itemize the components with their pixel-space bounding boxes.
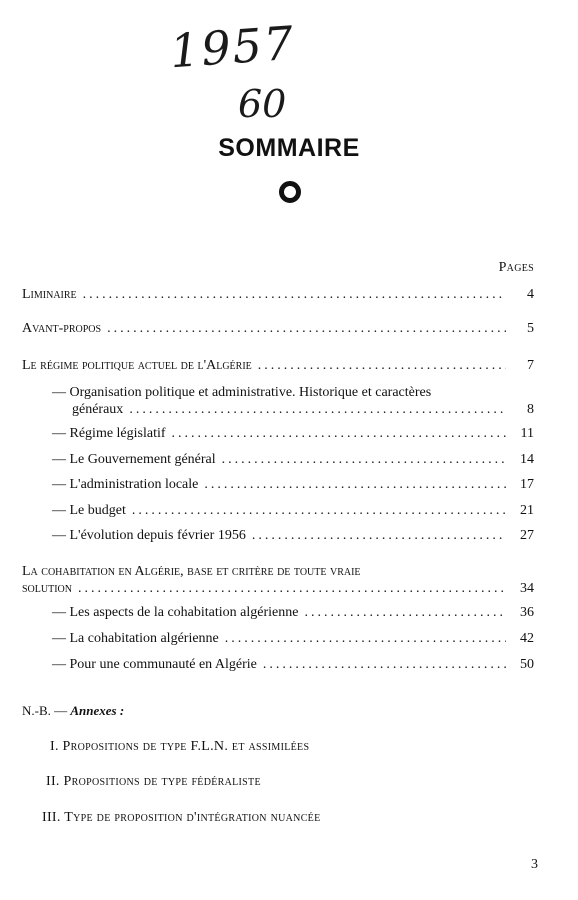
toc-leader: [263, 656, 506, 674]
toc-page: 8: [527, 402, 534, 417]
toc-page: 36: [520, 605, 534, 620]
toc-label: — L'évolution depuis février 1956: [52, 528, 246, 543]
toc-leader: [129, 401, 506, 418]
toc-label: — L'administration locale: [52, 477, 199, 492]
annex-item-3: III. Type de proposition d'intégration nuancée: [42, 810, 321, 825]
toc-entry-budget: [52, 502, 534, 520]
toc-entry-liminaire: [22, 286, 534, 304]
nb-annexes-label: Annexes :: [70, 703, 125, 718]
toc-leader: [304, 604, 506, 622]
page-number: 3: [531, 857, 538, 872]
ring-ornament-icon: [279, 181, 301, 203]
toc-page: 5: [527, 321, 534, 336]
toc-leader: [132, 502, 506, 520]
handwritten-number: 60: [238, 82, 287, 126]
toc-page: 27: [520, 528, 534, 543]
toc-page: 34: [520, 581, 534, 596]
toc-leader: [252, 527, 506, 545]
toc-leader: [258, 357, 506, 375]
toc-label: — Régime législatif: [52, 426, 166, 441]
handwritten-year: 1957: [168, 15, 297, 79]
toc-leader: [107, 320, 506, 338]
toc-entry-gouvernement: [52, 451, 534, 469]
toc-page: 42: [520, 631, 534, 646]
nb-prefix: N.-B. —: [22, 703, 68, 718]
toc-entry-administration-locale: [52, 476, 534, 494]
toc-label-line1: — Organisation politique et administrative. Historique et caractères: [52, 385, 432, 400]
annex-item-2: II. Propositions de type fédéraliste: [46, 774, 261, 789]
toc-label: Avant-propos: [22, 321, 102, 336]
toc-entry-cohabitation-base: [22, 563, 534, 597]
toc-leader: [225, 630, 506, 648]
toc-label: Le régime politique actuel de l'Algérie: [22, 358, 252, 373]
toc-page: 7: [527, 358, 534, 373]
toc-entry-aspects: [52, 604, 534, 622]
toc-entry-communaute: [52, 656, 534, 674]
toc-label: — Les aspects de la cohabitation algérienne: [52, 605, 299, 620]
toc-leader: [83, 286, 506, 304]
toc-label-line2: généraux: [72, 402, 124, 417]
toc-entry-regime-legislatif: [52, 425, 534, 443]
toc-page: 14: [520, 452, 534, 467]
toc-leader: [222, 451, 506, 469]
toc-label: — Le Gouvernement général: [52, 452, 216, 467]
toc-page: 21: [520, 503, 534, 518]
toc-entry-avant-propos: [22, 320, 534, 338]
toc-entry-evolution: [52, 527, 534, 545]
toc-label: — Le budget: [52, 503, 126, 518]
toc-leader: [172, 425, 506, 443]
toc-leader: [204, 476, 506, 494]
pages-column-heading: Pages: [498, 260, 534, 275]
toc-label-line2: solution: [22, 581, 72, 596]
toc-label-line1: La cohabitation en Algérie, base et critère de toute vraie: [22, 564, 361, 579]
toc-page: 11: [520, 426, 534, 441]
annex-item-1: I. Propositions de type F.L.N. et assimilées: [50, 739, 310, 754]
toc-page: 4: [527, 287, 534, 302]
toc-page: 50: [520, 657, 534, 672]
toc-page: 17: [520, 477, 534, 492]
nota-bene: [22, 703, 124, 719]
toc-leader: [78, 580, 506, 597]
toc-entry-regime-politique: [22, 357, 534, 375]
toc-entry-cohabitation-algerienne: [52, 630, 534, 648]
toc-label: Liminaire: [22, 287, 77, 302]
toc-entry-organisation: [52, 384, 534, 418]
toc-label: — Pour une communauté en Algérie: [52, 657, 257, 672]
page-title: SOMMAIRE: [218, 134, 360, 162]
toc-label: — La cohabitation algérienne: [52, 631, 219, 646]
